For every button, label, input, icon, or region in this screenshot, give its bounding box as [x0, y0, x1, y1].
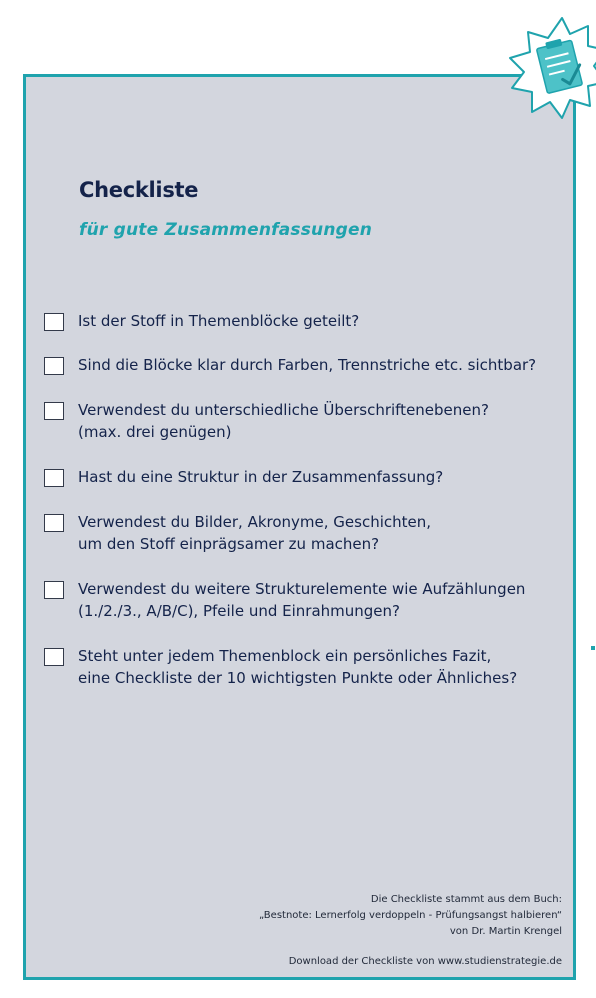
footer-spacer	[259, 940, 562, 954]
checkbox[interactable]	[44, 357, 64, 375]
checkbox[interactable]	[44, 648, 64, 666]
checklist-item-line: um den Stoff einprägsamer zu machen?	[78, 535, 380, 553]
page-subtitle: für gute Zusammenfassungen	[79, 220, 373, 240]
checklist-item	[44, 313, 554, 332]
checkbox[interactable]	[44, 402, 64, 420]
footer-download-link[interactable]: Download der Checkliste von www.studienstrategie.de	[288, 956, 562, 967]
checklist-item-line: Steht unter jedem Themenblock ein persönliches Fazit,	[78, 647, 492, 665]
checklist-item-text	[78, 354, 536, 376]
checklist-item-text	[78, 310, 359, 332]
checklist-item-text	[78, 511, 431, 555]
checklist-item-line: Hast du eine Struktur in der Zusammenfassung?	[78, 468, 444, 486]
checklist-item	[44, 357, 554, 376]
footer-source-line: Die Checkliste stammt aus dem Buch:	[370, 894, 562, 905]
checklist-item	[44, 648, 554, 689]
checklist-item-text	[78, 645, 517, 689]
footer-book-title: „Bestnote: Lernerfolg verdoppeln - Prüfungsangst halbieren“	[258, 910, 562, 921]
footer-credits	[259, 892, 562, 970]
footer-author: von Dr. Martin Krengel	[449, 926, 562, 937]
checklist-badge-icon	[504, 14, 596, 146]
page-title: Checkliste	[79, 178, 199, 202]
checkbox[interactable]	[44, 581, 64, 599]
checkbox[interactable]	[44, 469, 64, 487]
checklist-item	[44, 581, 554, 622]
checklist-item-text	[78, 466, 443, 488]
checklist-item	[44, 469, 554, 488]
checklist-item-line: Sind die Blöcke klar durch Farben, Trennstriche etc. sichtbar?	[78, 356, 537, 374]
decorative-dot	[591, 646, 595, 650]
checklist-item-line: eine Checkliste der 10 wichtigsten Punkte oder Ähnliches?	[78, 669, 518, 687]
checkbox[interactable]	[44, 514, 64, 532]
checklist-item-line: Verwendest du unterschiedliche Überschriftenebenen?	[78, 401, 489, 419]
checklist-item-line: (1./2./3., A/B/C), Pfeile und Einrahmungen?	[78, 602, 401, 620]
checklist-item	[44, 402, 554, 443]
checkbox[interactable]	[44, 313, 64, 331]
checklist-item-line: Verwendest du weitere Strukturelemente wie Aufzählungen	[78, 580, 526, 598]
checklist-item-line: Ist der Stoff in Themenblöcke geteilt?	[78, 312, 360, 330]
checklist-item-text	[78, 578, 525, 622]
checklist-item-text	[78, 399, 489, 443]
checklist-item-line: (max. drei genügen)	[78, 423, 232, 441]
checklist-item-line: Verwendest du Bilder, Akronyme, Geschichten,	[78, 513, 432, 531]
checklist-item	[44, 514, 554, 555]
